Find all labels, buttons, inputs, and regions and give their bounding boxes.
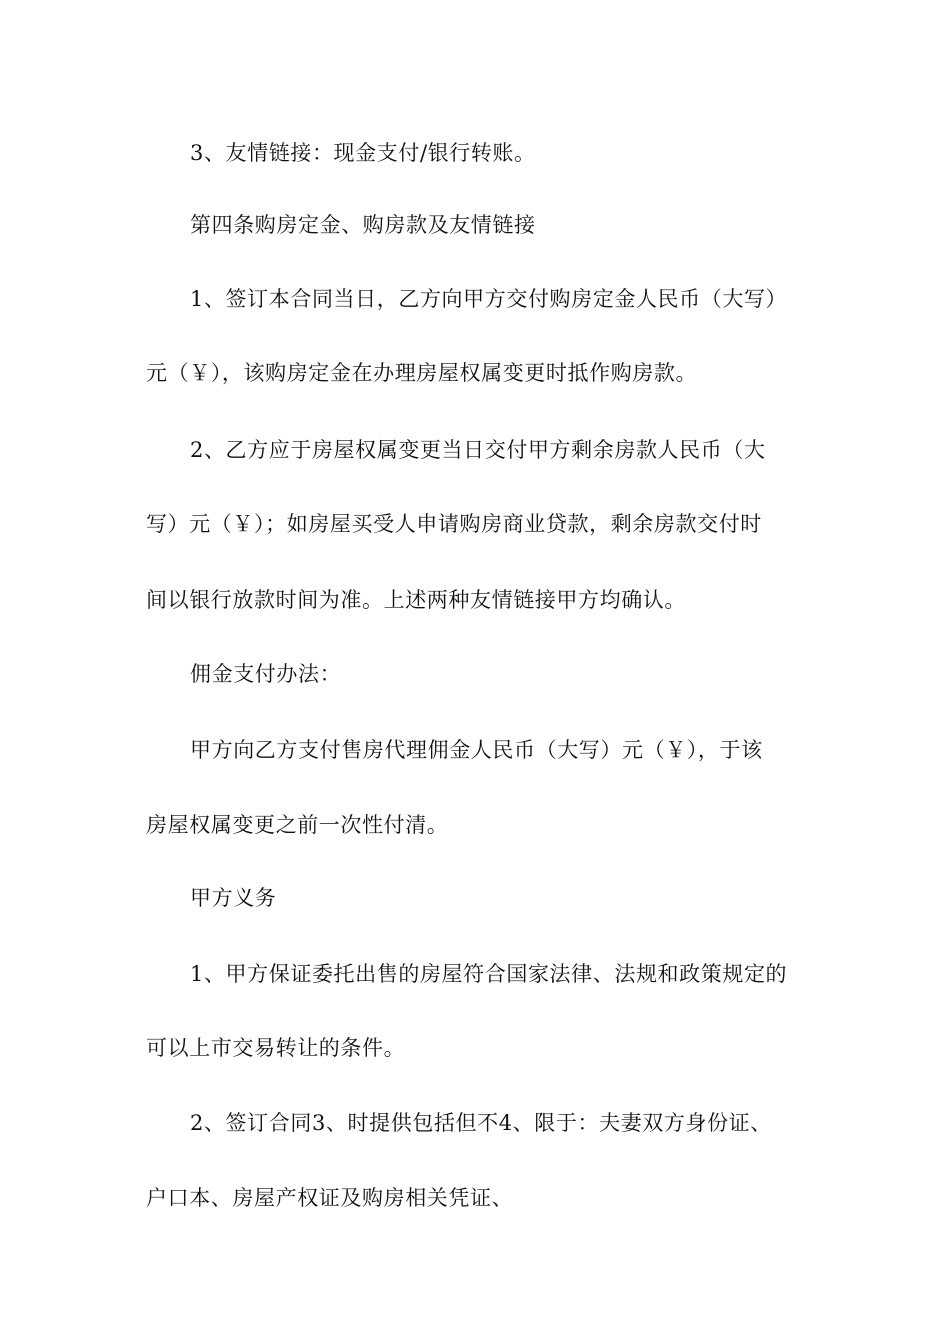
paragraph-line: 2、签订合同3、时提供包括但不4、限于：夫妻双方身份证、 — [190, 1111, 772, 1135]
paragraph-line: 可以上市交易转让的条件。 — [146, 1036, 406, 1060]
paragraph-line: 写）元（￥）；如房屋买受人申请购房商业贷款，剩余房款交付时 — [146, 512, 762, 536]
paragraph-line: 1、签订本合同当日，乙方向甲方交付购房定金人民币（大写） — [190, 287, 788, 311]
paragraph-line: 3、友情链接：现金支付/银行转账。 — [190, 141, 536, 165]
section-heading: 甲方义务 — [190, 886, 277, 910]
section-heading: 第四条购房定金、购房款及友情链接 — [190, 213, 536, 237]
paragraph-line: 2、乙方应于房屋权属变更当日交付甲方剩余房款人民币（大 — [190, 438, 766, 462]
paragraph-line: 间以银行放款时间为准。上述两种友情链接甲方均确认。 — [146, 588, 686, 612]
paragraph-line: 甲方向乙方支付售房代理佣金人民币（大写）元（￥），于该 — [190, 738, 763, 762]
section-heading: 佣金支付办法： — [190, 662, 342, 686]
paragraph-line: 元（￥），该购房定金在办理房屋权属变更时抵作购房款。 — [146, 361, 698, 385]
paragraph-line: 房屋权属变更之前一次性付清。 — [146, 813, 449, 837]
paragraph-line: 1、甲方保证委托出售的房屋符合国家法律、法规和政策规定的 — [190, 962, 788, 986]
paragraph-line: 户口本、房屋产权证及购房相关凭证、 — [146, 1186, 514, 1210]
